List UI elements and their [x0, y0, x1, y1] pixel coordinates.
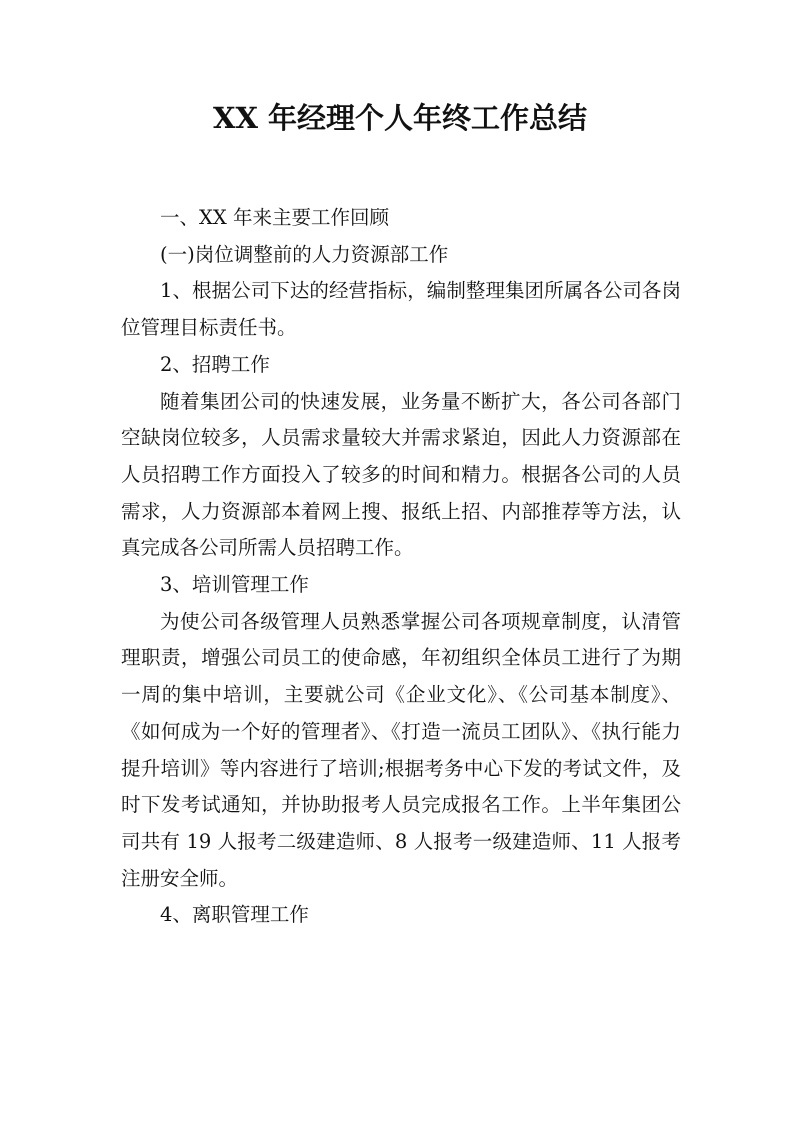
document-body [121, 200, 681, 934]
item-heading: 3、培训管理工作 [160, 573, 309, 597]
document-title: XX 年经理个人年终工作总结 [212, 101, 588, 135]
body-paragraph: 随着集团公司的快速发展，业务量不断扩大，各公司各部门空缺岗位较多，人员需求量较大并需求紧迫，因此人力资源部在人员招聘工作方面投入了较多的时间和精力。根据各公司的人员需求，人力资源部本着网上搜、报纸上招、内部推荐等方法，认真完成各公司所需人员招聘工作。 [121, 389, 681, 560]
item-paragraph: 1、根据公司下达的经营指标，编制整理集团所属各公司各岗位管理目标责任书。 [121, 279, 681, 340]
item-heading: 4、离职管理工作 [160, 903, 309, 927]
body-paragraph: 为使公司各级管理人员熟悉掌握公司各项规章制度，认清管理职责，增强公司员工的使命感，年初组织全体员工进行了为期一周的集中培训，主要就公司《企业文化》、《公司基本制度》、《如何成为一个好的管理者》、《打造一流员工团队》、《执行能力提升培训》等内容进行了培训;根据考务中心下发的考试文件，及时下发考试通知，并协助报考人员完成报名工作。上半年集团公司共有 19 人报考二级建造师、8 人报考一级建造师、11 人报考注册安全师。 [121, 609, 681, 890]
section-heading: 一、XX 年来主要工作回顾 [160, 206, 389, 229]
subsection-heading: (一)岗位调整前的人力资源部工作 [160, 242, 449, 266]
item-heading: 2、招聘工作 [160, 352, 270, 376]
